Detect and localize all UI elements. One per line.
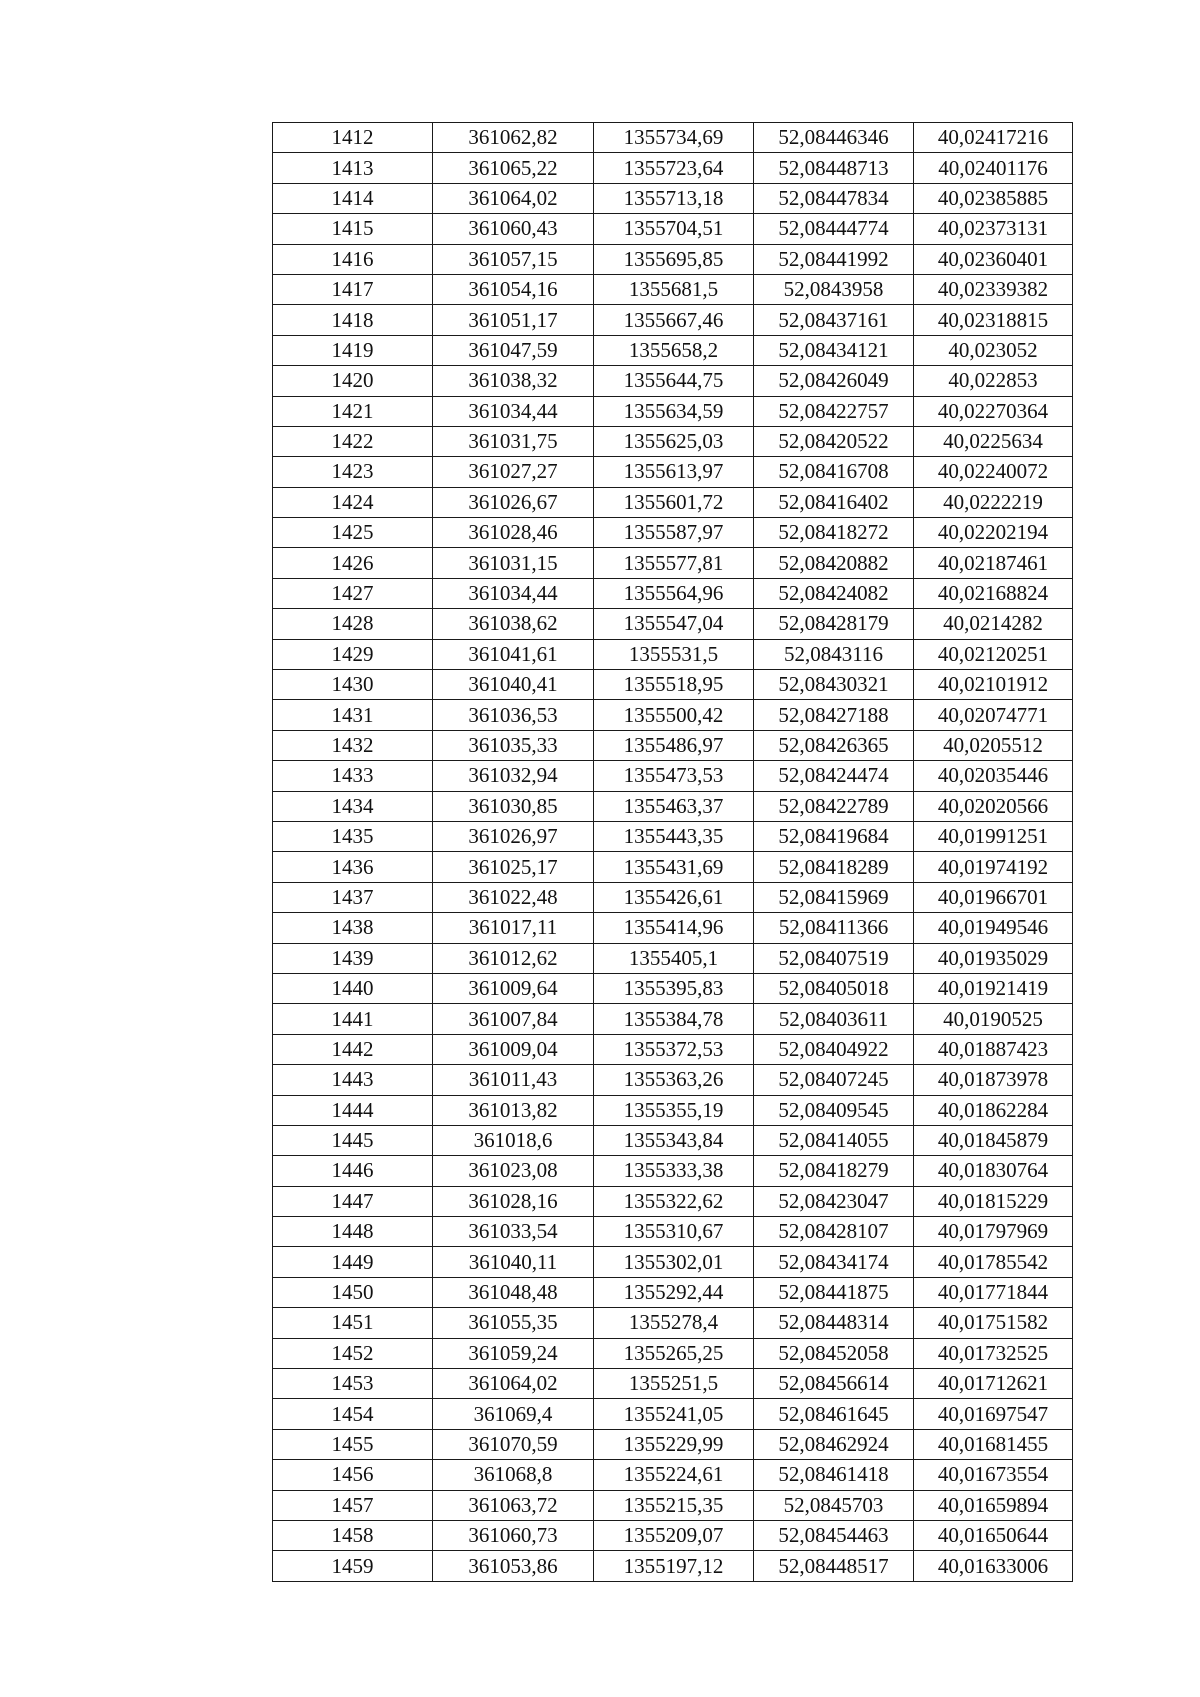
y-coordinate-cell: 1355613,97 xyxy=(594,457,754,487)
latitude-cell: 52,08437161 xyxy=(754,305,914,335)
point-number-cell: 1446 xyxy=(273,1156,433,1186)
point-number-cell: 1448 xyxy=(273,1217,433,1247)
point-number-cell: 1438 xyxy=(273,913,433,943)
latitude-cell: 52,08428179 xyxy=(754,609,914,639)
point-number-cell: 1441 xyxy=(273,1004,433,1034)
table-row xyxy=(273,1490,1073,1520)
longitude-cell: 40,022853 xyxy=(914,366,1073,396)
longitude-cell: 40,01697547 xyxy=(914,1399,1073,1429)
x-coordinate-cell: 361040,11 xyxy=(433,1247,594,1277)
y-coordinate-cell: 1355681,5 xyxy=(594,274,754,304)
y-coordinate-cell: 1355625,03 xyxy=(594,426,754,456)
x-coordinate-cell: 361017,11 xyxy=(433,913,594,943)
x-coordinate-cell: 361048,48 xyxy=(433,1277,594,1307)
latitude-cell: 52,08409545 xyxy=(754,1095,914,1125)
y-coordinate-cell: 1355405,1 xyxy=(594,943,754,973)
latitude-cell: 52,08454463 xyxy=(754,1520,914,1550)
y-coordinate-cell: 1355695,85 xyxy=(594,244,754,274)
point-number-cell: 1412 xyxy=(273,123,433,153)
point-number-cell: 1449 xyxy=(273,1247,433,1277)
x-coordinate-cell: 361057,15 xyxy=(433,244,594,274)
table-row xyxy=(273,183,1073,213)
y-coordinate-cell: 1355601,72 xyxy=(594,487,754,517)
longitude-cell: 40,01845879 xyxy=(914,1125,1073,1155)
table-row xyxy=(273,1369,1073,1399)
point-number-cell: 1414 xyxy=(273,183,433,213)
x-coordinate-cell: 361026,67 xyxy=(433,487,594,517)
y-coordinate-cell: 1355667,46 xyxy=(594,305,754,335)
point-number-cell: 1429 xyxy=(273,639,433,669)
point-number-cell: 1451 xyxy=(273,1308,433,1338)
x-coordinate-cell: 361060,73 xyxy=(433,1520,594,1550)
x-coordinate-cell: 361025,17 xyxy=(433,852,594,882)
x-coordinate-cell: 361054,16 xyxy=(433,274,594,304)
y-coordinate-cell: 1355704,51 xyxy=(594,214,754,244)
point-number-cell: 1419 xyxy=(273,335,433,365)
latitude-cell: 52,08426365 xyxy=(754,730,914,760)
point-number-cell: 1443 xyxy=(273,1065,433,1095)
latitude-cell: 52,08404922 xyxy=(754,1034,914,1064)
x-coordinate-cell: 361064,02 xyxy=(433,183,594,213)
longitude-cell: 40,0214282 xyxy=(914,609,1073,639)
y-coordinate-cell: 1355224,61 xyxy=(594,1460,754,1490)
y-coordinate-cell: 1355644,75 xyxy=(594,366,754,396)
point-number-cell: 1416 xyxy=(273,244,433,274)
table-row xyxy=(273,1034,1073,1064)
latitude-cell: 52,08447834 xyxy=(754,183,914,213)
point-number-cell: 1440 xyxy=(273,973,433,1003)
longitude-cell: 40,01732525 xyxy=(914,1338,1073,1368)
point-number-cell: 1417 xyxy=(273,274,433,304)
table-row xyxy=(273,123,1073,153)
point-number-cell: 1456 xyxy=(273,1460,433,1490)
latitude-cell: 52,08456614 xyxy=(754,1369,914,1399)
table-row xyxy=(273,852,1073,882)
point-number-cell: 1447 xyxy=(273,1186,433,1216)
x-coordinate-cell: 361032,94 xyxy=(433,761,594,791)
table-row xyxy=(273,578,1073,608)
x-coordinate-cell: 361031,75 xyxy=(433,426,594,456)
longitude-cell: 40,01659894 xyxy=(914,1490,1073,1520)
point-number-cell: 1452 xyxy=(273,1338,433,1368)
longitude-cell: 40,01862284 xyxy=(914,1095,1073,1125)
latitude-cell: 52,08407519 xyxy=(754,943,914,973)
table-row xyxy=(273,1338,1073,1368)
longitude-cell: 40,01966701 xyxy=(914,882,1073,912)
table-row xyxy=(273,670,1073,700)
longitude-cell: 40,01949546 xyxy=(914,913,1073,943)
longitude-cell: 40,0225634 xyxy=(914,426,1073,456)
latitude-cell: 52,08430321 xyxy=(754,670,914,700)
longitude-cell: 40,02385885 xyxy=(914,183,1073,213)
latitude-cell: 52,0843958 xyxy=(754,274,914,304)
table-row xyxy=(273,1429,1073,1459)
x-coordinate-cell: 361051,17 xyxy=(433,305,594,335)
y-coordinate-cell: 1355658,2 xyxy=(594,335,754,365)
table-row xyxy=(273,639,1073,669)
y-coordinate-cell: 1355302,01 xyxy=(594,1247,754,1277)
latitude-cell: 52,0843116 xyxy=(754,639,914,669)
y-coordinate-cell: 1355229,99 xyxy=(594,1429,754,1459)
longitude-cell: 40,01830764 xyxy=(914,1156,1073,1186)
table-row xyxy=(273,1217,1073,1247)
latitude-cell: 52,08462924 xyxy=(754,1429,914,1459)
latitude-cell: 52,08405018 xyxy=(754,973,914,1003)
table-row xyxy=(273,943,1073,973)
point-number-cell: 1457 xyxy=(273,1490,433,1520)
x-coordinate-cell: 361064,02 xyxy=(433,1369,594,1399)
y-coordinate-cell: 1355564,96 xyxy=(594,578,754,608)
y-coordinate-cell: 1355363,26 xyxy=(594,1065,754,1095)
table-row xyxy=(273,426,1073,456)
latitude-cell: 52,08420882 xyxy=(754,548,914,578)
longitude-cell: 40,01921419 xyxy=(914,973,1073,1003)
longitude-cell: 40,01650644 xyxy=(914,1520,1073,1550)
latitude-cell: 52,08418272 xyxy=(754,518,914,548)
y-coordinate-cell: 1355547,04 xyxy=(594,609,754,639)
latitude-cell: 52,08444774 xyxy=(754,214,914,244)
table-row xyxy=(273,457,1073,487)
longitude-cell: 40,023052 xyxy=(914,335,1073,365)
y-coordinate-cell: 1355634,59 xyxy=(594,396,754,426)
y-coordinate-cell: 1355322,62 xyxy=(594,1186,754,1216)
longitude-cell: 40,02417216 xyxy=(914,123,1073,153)
latitude-cell: 52,08426049 xyxy=(754,366,914,396)
latitude-cell: 52,08434121 xyxy=(754,335,914,365)
table-row xyxy=(273,335,1073,365)
table-row xyxy=(273,396,1073,426)
table-row xyxy=(273,1520,1073,1550)
x-coordinate-cell: 361027,27 xyxy=(433,457,594,487)
table-row xyxy=(273,305,1073,335)
x-coordinate-cell: 361035,33 xyxy=(433,730,594,760)
latitude-cell: 52,08416402 xyxy=(754,487,914,517)
x-coordinate-cell: 361053,86 xyxy=(433,1551,594,1581)
x-coordinate-cell: 361031,15 xyxy=(433,548,594,578)
x-coordinate-cell: 361055,35 xyxy=(433,1308,594,1338)
table-row xyxy=(273,882,1073,912)
y-coordinate-cell: 1355723,64 xyxy=(594,153,754,183)
x-coordinate-cell: 361013,82 xyxy=(433,1095,594,1125)
y-coordinate-cell: 1355209,07 xyxy=(594,1520,754,1550)
point-number-cell: 1432 xyxy=(273,730,433,760)
y-coordinate-cell: 1355414,96 xyxy=(594,913,754,943)
latitude-cell: 52,08448314 xyxy=(754,1308,914,1338)
longitude-cell: 40,02318815 xyxy=(914,305,1073,335)
longitude-cell: 40,0205512 xyxy=(914,730,1073,760)
point-number-cell: 1413 xyxy=(273,153,433,183)
point-number-cell: 1436 xyxy=(273,852,433,882)
latitude-cell: 52,08424082 xyxy=(754,578,914,608)
y-coordinate-cell: 1355372,53 xyxy=(594,1034,754,1064)
y-coordinate-cell: 1355265,25 xyxy=(594,1338,754,1368)
point-number-cell: 1425 xyxy=(273,518,433,548)
latitude-cell: 52,08422789 xyxy=(754,791,914,821)
y-coordinate-cell: 1355278,4 xyxy=(594,1308,754,1338)
longitude-cell: 40,01785542 xyxy=(914,1247,1073,1277)
table-row xyxy=(273,1247,1073,1277)
x-coordinate-cell: 361026,97 xyxy=(433,821,594,851)
table-row xyxy=(273,487,1073,517)
y-coordinate-cell: 1355241,05 xyxy=(594,1399,754,1429)
longitude-cell: 40,01771844 xyxy=(914,1277,1073,1307)
latitude-cell: 52,08448713 xyxy=(754,153,914,183)
point-number-cell: 1423 xyxy=(273,457,433,487)
longitude-cell: 40,02120251 xyxy=(914,639,1073,669)
latitude-cell: 52,08418279 xyxy=(754,1156,914,1186)
x-coordinate-cell: 361007,84 xyxy=(433,1004,594,1034)
x-coordinate-cell: 361062,82 xyxy=(433,123,594,153)
x-coordinate-cell: 361036,53 xyxy=(433,700,594,730)
latitude-cell: 52,08420522 xyxy=(754,426,914,456)
latitude-cell: 52,08428107 xyxy=(754,1217,914,1247)
latitude-cell: 52,08446346 xyxy=(754,123,914,153)
y-coordinate-cell: 1355531,5 xyxy=(594,639,754,669)
point-number-cell: 1458 xyxy=(273,1520,433,1550)
latitude-cell: 52,08461645 xyxy=(754,1399,914,1429)
longitude-cell: 40,02373131 xyxy=(914,214,1073,244)
y-coordinate-cell: 1355443,35 xyxy=(594,821,754,851)
y-coordinate-cell: 1355518,95 xyxy=(594,670,754,700)
x-coordinate-cell: 361069,4 xyxy=(433,1399,594,1429)
x-coordinate-cell: 361022,48 xyxy=(433,882,594,912)
y-coordinate-cell: 1355384,78 xyxy=(594,1004,754,1034)
x-coordinate-cell: 361065,22 xyxy=(433,153,594,183)
latitude-cell: 52,08427188 xyxy=(754,700,914,730)
y-coordinate-cell: 1355355,19 xyxy=(594,1095,754,1125)
y-coordinate-cell: 1355577,81 xyxy=(594,548,754,578)
longitude-cell: 40,02168824 xyxy=(914,578,1073,608)
point-number-cell: 1444 xyxy=(273,1095,433,1125)
latitude-cell: 52,08441992 xyxy=(754,244,914,274)
x-coordinate-cell: 361041,61 xyxy=(433,639,594,669)
latitude-cell: 52,08419684 xyxy=(754,821,914,851)
longitude-cell: 40,02020566 xyxy=(914,791,1073,821)
longitude-cell: 40,02101912 xyxy=(914,670,1073,700)
table-row xyxy=(273,913,1073,943)
longitude-cell: 40,02240072 xyxy=(914,457,1073,487)
x-coordinate-cell: 361012,62 xyxy=(433,943,594,973)
x-coordinate-cell: 361068,8 xyxy=(433,1460,594,1490)
point-number-cell: 1430 xyxy=(273,670,433,700)
table-row xyxy=(273,1156,1073,1186)
longitude-cell: 40,01991251 xyxy=(914,821,1073,851)
x-coordinate-cell: 361028,16 xyxy=(433,1186,594,1216)
longitude-cell: 40,01887423 xyxy=(914,1034,1073,1064)
table-row xyxy=(273,366,1073,396)
latitude-cell: 52,08414055 xyxy=(754,1125,914,1155)
x-coordinate-cell: 361033,54 xyxy=(433,1217,594,1247)
table-row xyxy=(273,791,1073,821)
y-coordinate-cell: 1355292,44 xyxy=(594,1277,754,1307)
point-number-cell: 1450 xyxy=(273,1277,433,1307)
y-coordinate-cell: 1355343,84 xyxy=(594,1125,754,1155)
table-row xyxy=(273,821,1073,851)
y-coordinate-cell: 1355486,97 xyxy=(594,730,754,760)
longitude-cell: 40,01751582 xyxy=(914,1308,1073,1338)
y-coordinate-cell: 1355251,5 xyxy=(594,1369,754,1399)
x-coordinate-cell: 361009,04 xyxy=(433,1034,594,1064)
x-coordinate-cell: 361070,59 xyxy=(433,1429,594,1459)
latitude-cell: 52,08418289 xyxy=(754,852,914,882)
longitude-cell: 40,0222219 xyxy=(914,487,1073,517)
coordinate-table-body xyxy=(273,123,1073,1582)
y-coordinate-cell: 1355395,83 xyxy=(594,973,754,1003)
latitude-cell: 52,08448517 xyxy=(754,1551,914,1581)
x-coordinate-cell: 361047,59 xyxy=(433,335,594,365)
x-coordinate-cell: 361018,6 xyxy=(433,1125,594,1155)
y-coordinate-cell: 1355500,42 xyxy=(594,700,754,730)
table-row xyxy=(273,1004,1073,1034)
y-coordinate-cell: 1355431,69 xyxy=(594,852,754,882)
point-number-cell: 1439 xyxy=(273,943,433,973)
longitude-cell: 40,02035446 xyxy=(914,761,1073,791)
table-row xyxy=(273,1551,1073,1581)
point-number-cell: 1422 xyxy=(273,426,433,456)
y-coordinate-cell: 1355473,53 xyxy=(594,761,754,791)
longitude-cell: 40,02401176 xyxy=(914,153,1073,183)
x-coordinate-cell: 361030,85 xyxy=(433,791,594,821)
longitude-cell: 40,02074771 xyxy=(914,700,1073,730)
y-coordinate-cell: 1355215,35 xyxy=(594,1490,754,1520)
latitude-cell: 52,08452058 xyxy=(754,1338,914,1368)
x-coordinate-cell: 361060,43 xyxy=(433,214,594,244)
longitude-cell: 40,02270364 xyxy=(914,396,1073,426)
table-row xyxy=(273,548,1073,578)
longitude-cell: 40,02187461 xyxy=(914,548,1073,578)
x-coordinate-cell: 361011,43 xyxy=(433,1065,594,1095)
latitude-cell: 52,08411366 xyxy=(754,913,914,943)
point-number-cell: 1426 xyxy=(273,548,433,578)
table-row xyxy=(273,1308,1073,1338)
point-number-cell: 1455 xyxy=(273,1429,433,1459)
table-row xyxy=(273,1460,1073,1490)
x-coordinate-cell: 361040,41 xyxy=(433,670,594,700)
latitude-cell: 52,08407245 xyxy=(754,1065,914,1095)
longitude-cell: 40,02360401 xyxy=(914,244,1073,274)
x-coordinate-cell: 361023,08 xyxy=(433,1156,594,1186)
y-coordinate-cell: 1355197,12 xyxy=(594,1551,754,1581)
point-number-cell: 1442 xyxy=(273,1034,433,1064)
table-row xyxy=(273,153,1073,183)
point-number-cell: 1437 xyxy=(273,882,433,912)
latitude-cell: 52,08424474 xyxy=(754,761,914,791)
latitude-cell: 52,08422757 xyxy=(754,396,914,426)
x-coordinate-cell: 361063,72 xyxy=(433,1490,594,1520)
latitude-cell: 52,08461418 xyxy=(754,1460,914,1490)
longitude-cell: 40,02202194 xyxy=(914,518,1073,548)
point-number-cell: 1445 xyxy=(273,1125,433,1155)
coordinate-table xyxy=(272,122,1073,1582)
longitude-cell: 40,01673554 xyxy=(914,1460,1073,1490)
latitude-cell: 52,0845703 xyxy=(754,1490,914,1520)
y-coordinate-cell: 1355734,69 xyxy=(594,123,754,153)
y-coordinate-cell: 1355587,97 xyxy=(594,518,754,548)
longitude-cell: 40,01873978 xyxy=(914,1065,1073,1095)
latitude-cell: 52,08434174 xyxy=(754,1247,914,1277)
table-row xyxy=(273,214,1073,244)
point-number-cell: 1433 xyxy=(273,761,433,791)
table-row xyxy=(273,1399,1073,1429)
x-coordinate-cell: 361038,32 xyxy=(433,366,594,396)
table-row xyxy=(273,973,1073,1003)
table-row xyxy=(273,274,1073,304)
x-coordinate-cell: 361034,44 xyxy=(433,578,594,608)
longitude-cell: 40,0190525 xyxy=(914,1004,1073,1034)
point-number-cell: 1454 xyxy=(273,1399,433,1429)
y-coordinate-cell: 1355310,67 xyxy=(594,1217,754,1247)
table-row xyxy=(273,518,1073,548)
latitude-cell: 52,08416708 xyxy=(754,457,914,487)
latitude-cell: 52,08403611 xyxy=(754,1004,914,1034)
y-coordinate-cell: 1355426,61 xyxy=(594,882,754,912)
point-number-cell: 1453 xyxy=(273,1369,433,1399)
latitude-cell: 52,08415969 xyxy=(754,882,914,912)
x-coordinate-cell: 361028,46 xyxy=(433,518,594,548)
longitude-cell: 40,02339382 xyxy=(914,274,1073,304)
latitude-cell: 52,08441875 xyxy=(754,1277,914,1307)
y-coordinate-cell: 1355333,38 xyxy=(594,1156,754,1186)
longitude-cell: 40,01974192 xyxy=(914,852,1073,882)
table-row xyxy=(273,1095,1073,1125)
point-number-cell: 1418 xyxy=(273,305,433,335)
table-row xyxy=(273,1277,1073,1307)
table-row xyxy=(273,609,1073,639)
point-number-cell: 1420 xyxy=(273,366,433,396)
point-number-cell: 1415 xyxy=(273,214,433,244)
longitude-cell: 40,01712621 xyxy=(914,1369,1073,1399)
table-row xyxy=(273,1186,1073,1216)
x-coordinate-cell: 361038,62 xyxy=(433,609,594,639)
table-row xyxy=(273,1065,1073,1095)
table-row xyxy=(273,244,1073,274)
y-coordinate-cell: 1355463,37 xyxy=(594,791,754,821)
longitude-cell: 40,01797969 xyxy=(914,1217,1073,1247)
point-number-cell: 1424 xyxy=(273,487,433,517)
x-coordinate-cell: 361009,64 xyxy=(433,973,594,1003)
table-row xyxy=(273,761,1073,791)
table-row xyxy=(273,700,1073,730)
longitude-cell: 40,01633006 xyxy=(914,1551,1073,1581)
x-coordinate-cell: 361034,44 xyxy=(433,396,594,426)
point-number-cell: 1434 xyxy=(273,791,433,821)
point-number-cell: 1421 xyxy=(273,396,433,426)
y-coordinate-cell: 1355713,18 xyxy=(594,183,754,213)
table-row xyxy=(273,730,1073,760)
x-coordinate-cell: 361059,24 xyxy=(433,1338,594,1368)
point-number-cell: 1435 xyxy=(273,821,433,851)
latitude-cell: 52,08423047 xyxy=(754,1186,914,1216)
point-number-cell: 1427 xyxy=(273,578,433,608)
longitude-cell: 40,01815229 xyxy=(914,1186,1073,1216)
longitude-cell: 40,01681455 xyxy=(914,1429,1073,1459)
longitude-cell: 40,01935029 xyxy=(914,943,1073,973)
point-number-cell: 1459 xyxy=(273,1551,433,1581)
table-row xyxy=(273,1125,1073,1155)
point-number-cell: 1428 xyxy=(273,609,433,639)
point-number-cell: 1431 xyxy=(273,700,433,730)
